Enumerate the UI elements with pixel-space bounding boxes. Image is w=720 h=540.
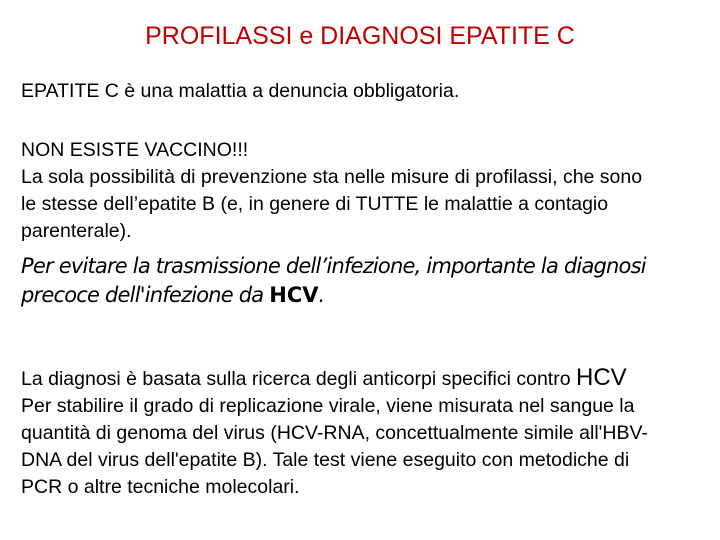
text-line: EPATITE C è una malattia a denuncia obbligatoria.	[21, 80, 460, 102]
paragraph-diagnosi	[21, 364, 648, 501]
text-fragment: .	[318, 283, 325, 307]
text-fragment: precoce dell'infezione da	[21, 283, 270, 307]
text-line	[21, 281, 646, 310]
slide-title: PROFILASSI e DIAGNOSI EPATITE C	[145, 22, 575, 50]
text-line: Per evitare la trasmissione dell’infezione, importante la diagnosi	[21, 254, 646, 278]
text-line: parenterale).	[21, 220, 132, 242]
text-line: le stesse dell’epatite B (e, in genere di TUTTE le malattie a contagio	[21, 193, 609, 215]
paragraph-denuncia	[21, 78, 459, 105]
text-line: Per stabilire il grado di replicazione virale, viene misurata nel sangue la	[21, 395, 635, 417]
text-line: La sola possibilità di prevenzione sta nelle misure di profilassi, che sono	[21, 166, 643, 188]
text-line	[21, 364, 648, 393]
text-line: NON ESISTE VACCINO!!!	[21, 139, 249, 161]
paragraph-trasmissione	[21, 252, 646, 310]
text-line: DNA del virus dell'epatite B). Tale test viene eseguito con metodiche di	[21, 449, 630, 471]
text-line: PCR o altre tecniche molecolari.	[21, 476, 300, 498]
text-line: quantità di genoma del virus (HCV-RNA, concettualmente simile all'HBV-	[21, 422, 648, 444]
paragraph-vaccino	[21, 137, 642, 245]
hcv-emphasis: HCV	[575, 364, 627, 391]
text-fragment: La diagnosi è basata sulla ricerca degli anticorpi specifici contro	[21, 368, 576, 390]
hcv-emphasis: HCV	[269, 283, 319, 307]
